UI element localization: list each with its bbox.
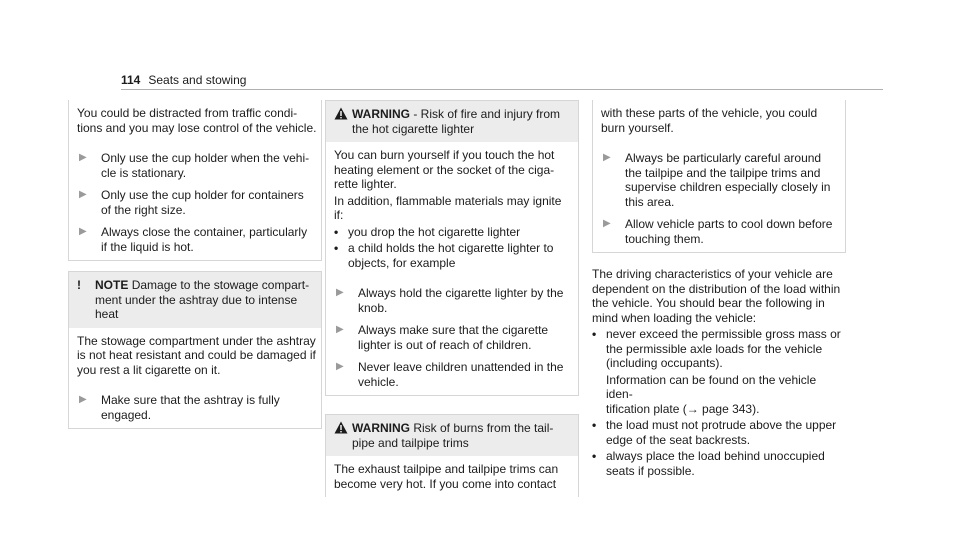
bullet-item: • always place the load behind unoccupied seats if possible. [592, 449, 825, 478]
load-section [592, 267, 846, 478]
column-3 [592, 100, 846, 478]
load-paragraph: The driving characteristics of your vehicle are dependent on the distribution of the load within the vehicle. You should bear the following in mind when loading the vehicle: [592, 267, 841, 325]
note-box [68, 271, 322, 429]
note-label: NOTE [95, 278, 129, 292]
warning-box-continued [68, 100, 322, 261]
arrow-icon: ▶ [336, 324, 344, 335]
page-number: 114 [121, 73, 141, 87]
bullet-item: • the load must not protrude above the upper edge of the seat backrests. [592, 418, 837, 447]
arrow-icon: ▶ [79, 152, 87, 163]
warning-body: In addition, flammable materials may ignite if: [334, 193, 562, 222]
step-item: ▶ Only use the cup holder for containers of the right size. [79, 188, 304, 217]
continued-text: with these parts of the vehicle, you could burn yourself. [601, 106, 818, 135]
bullet-item: • never exceed the permissible gross mass or the permissible axle loads for the vehicle (including occupants). [592, 327, 841, 370]
step-item: ▶ Allow vehicle parts to cool down before touching them. [603, 217, 833, 246]
note-title: Damage to the stowage compart- ment under the ashtray due to intense heat [95, 278, 310, 321]
step-item: ▶ Always make sure that the cigarette lighter is out of reach of children. [336, 323, 549, 352]
note-body: The stowage compartment under the ashtray is not heat resistant and could be damaged if you rest a lit cigarette on it. [77, 333, 316, 377]
arrow-icon: ▶ [79, 226, 87, 237]
page-header [121, 73, 246, 89]
warning-label: WARNING [352, 421, 410, 435]
bullet-item: • you drop the hot cigarette lighter [334, 224, 521, 239]
step-item: ▶ Always close the container, particularly if the liquid is hot. [79, 225, 308, 254]
warning-triangle-icon [334, 421, 352, 438]
info-text: Information can be found on the vehicle iden- tification plate (→ page 343). [606, 372, 817, 416]
warning-title: Risk of burns from the tail- pipe and tailpipe trims [352, 421, 554, 450]
warning-triangle-icon [334, 107, 352, 124]
column-2 [325, 100, 579, 497]
warning-header [326, 414, 578, 456]
header-divider [121, 89, 883, 90]
step-item: ▶ Only use the cup holder when the vehi- cle is stationary. [79, 151, 310, 180]
arrow-icon: ▶ [336, 361, 344, 372]
arrow-icon: ▶ [336, 287, 344, 298]
warning-box-tailpipe [325, 414, 579, 497]
warning-body: You can burn yourself if you touch the hot heating element or the socket of the ciga- rette lighter. [334, 148, 555, 191]
warning-title: - Risk of fire and injury from the hot cigarette lighter [352, 107, 561, 136]
column-1 [68, 100, 322, 429]
warning-body: The exhaust tailpipe and tailpipe trims can become very hot. If you come into contact [334, 462, 559, 491]
bullet-item: • a child holds the hot cigarette lighter to objects, for example [334, 241, 554, 270]
step-item: ▶ Never leave children unattended in the vehicle. [336, 360, 564, 389]
arrow-icon: ▶ [603, 152, 611, 163]
arrow-icon: ▶ [79, 189, 87, 200]
arrow-icon: ▶ [603, 218, 611, 229]
note-header [69, 271, 321, 328]
warning-header [326, 100, 578, 142]
step-item: ▶ Make sure that the ashtray is fully engaged. [79, 393, 280, 422]
exclamation-icon: ! [77, 278, 81, 292]
warning-box-continued [592, 100, 846, 253]
step-item: ▶ Always be particularly careful around the tailpipe and the tailpipe trims and supervise children especially closely in this area. [603, 151, 831, 209]
arrow-icon: ▶ [79, 394, 87, 405]
warning-box-lighter [325, 100, 579, 396]
intro-text: You could be distracted from traffic condi- tions and you may lose control of the vehicle. [77, 106, 317, 135]
section-title: Seats and stowing [148, 73, 247, 87]
step-item: ▶ Always hold the cigarette lighter by the knob. [336, 286, 564, 315]
warning-label: WARNING [352, 107, 410, 121]
